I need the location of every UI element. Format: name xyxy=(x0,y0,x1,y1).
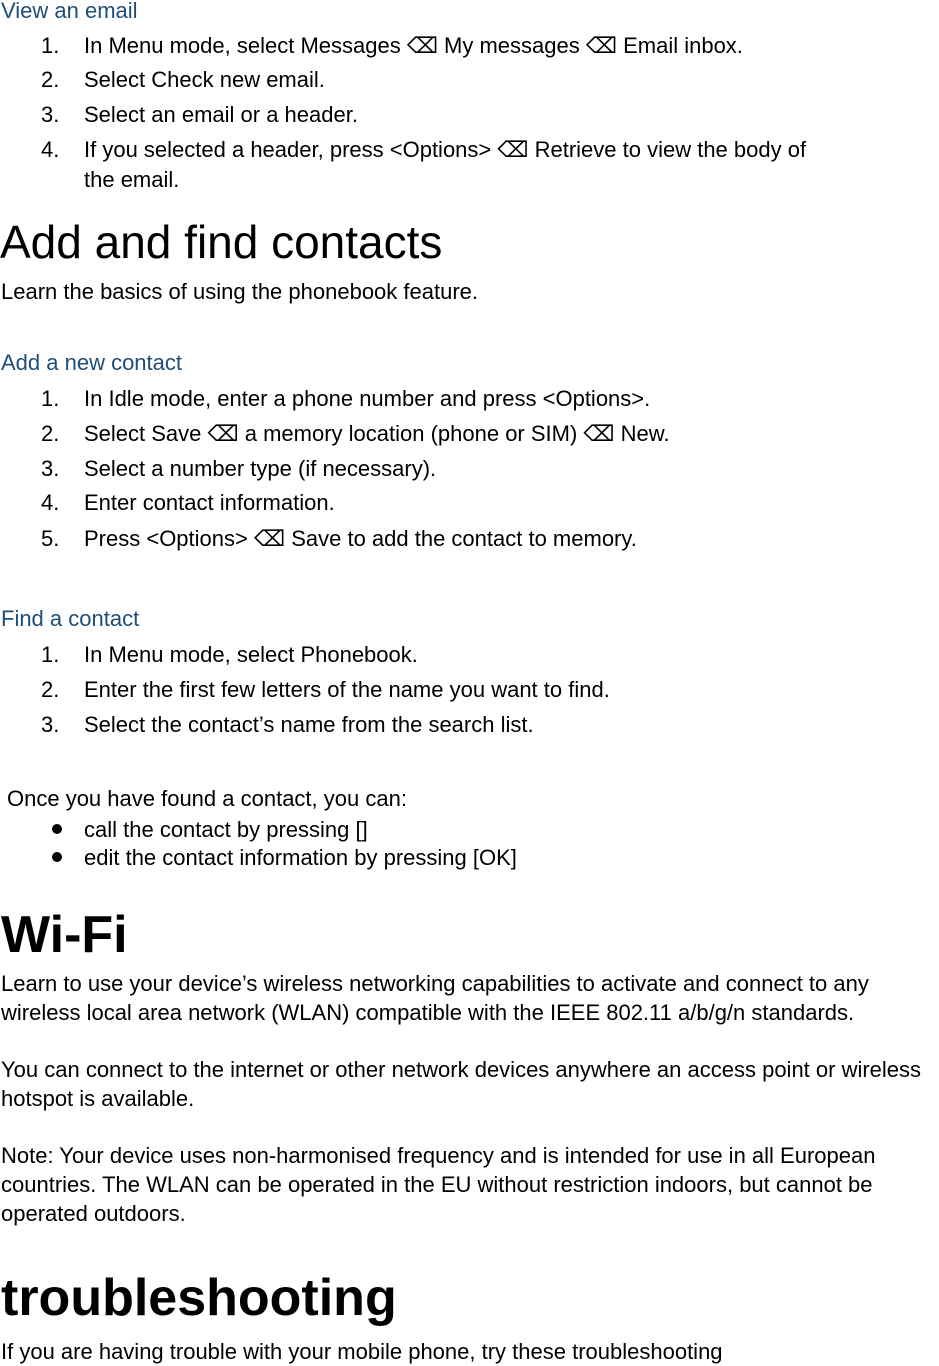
wifi-paragraph-2: You can connect to the internet or other network devices anywhere an access point or wireless hotspot is available. xyxy=(1,1057,922,1111)
step-text: Press <Options> ⌫ Save to add the contact to memory. xyxy=(84,526,637,551)
step-text: Enter contact information. xyxy=(84,490,335,515)
find-contact-title: Find a contact xyxy=(1,606,140,631)
step-number: 1. xyxy=(41,386,60,411)
bullet-dot xyxy=(52,852,62,862)
step-text: Select the contact’s name from the search list. xyxy=(84,712,534,737)
step-text: Select an email or a header. xyxy=(84,102,358,127)
step-text: Select a number type (if necessary). xyxy=(84,456,437,481)
step-number: 4. xyxy=(41,490,60,515)
step-number: 2. xyxy=(41,421,60,446)
step-number: 2. xyxy=(41,67,60,92)
bullet-text: call the contact by pressing [] xyxy=(84,817,368,842)
wifi-note: Note: Your device uses non-harmonised frequency and is intended for use in all European countries. The WLAN can be operated in the EU without restriction indoors, but cannot be operated outdoors. xyxy=(1,1143,876,1226)
step-text: If you selected a header, press <Options> ⌫ Retrieve to view the body of xyxy=(84,137,807,162)
step-number: 4. xyxy=(41,137,60,162)
bullet-dot xyxy=(52,824,62,834)
step-text: Enter the first few letters of the name you want to find. xyxy=(84,677,610,702)
step-text: In Idle mode, enter a phone number and press <Options>. xyxy=(84,386,651,411)
add-contact-title: Add a new contact xyxy=(1,350,183,375)
wifi-heading: Wi-Fi xyxy=(1,906,128,964)
step-number: 1. xyxy=(41,642,60,667)
troubleshooting-intro: If you are having trouble with your mobile phone, try these troubleshooting xyxy=(1,1339,723,1364)
step-text: Select Check new email. xyxy=(84,67,325,92)
step-number: 3. xyxy=(41,456,60,481)
step-number: 3. xyxy=(41,102,60,127)
wifi-paragraph-1: Learn to use your device’s wireless networking capabilities to activate and connect to any wireless local area network (WLAN) compatible with the IEEE 802.11 a/b/g/n standards. xyxy=(1,971,869,1025)
step-text: In Menu mode, select Messages ⌫ My messages ⌫ Email inbox. xyxy=(84,33,743,58)
view-email-title: View an email xyxy=(1,0,138,23)
contacts-heading: Add and find contacts xyxy=(0,216,443,268)
step-number: 2. xyxy=(41,677,60,702)
step-number: 5. xyxy=(41,526,60,551)
troubleshooting-heading: troubleshooting xyxy=(1,1269,397,1327)
contacts-intro: Learn the basics of using the phonebook feature. xyxy=(1,279,479,304)
step-number: 1. xyxy=(41,33,60,58)
step-text: Select Save ⌫ a memory location (phone or SIM) ⌫ New. xyxy=(84,421,670,446)
once-found-text: Once you have found a contact, you can: xyxy=(7,786,407,811)
bullet-text: edit the contact information by pressing [OK] xyxy=(84,845,517,870)
step-text-continued: the email. xyxy=(84,167,180,192)
step-number: 3. xyxy=(41,712,60,737)
step-text: In Menu mode, select Phonebook. xyxy=(84,642,418,667)
